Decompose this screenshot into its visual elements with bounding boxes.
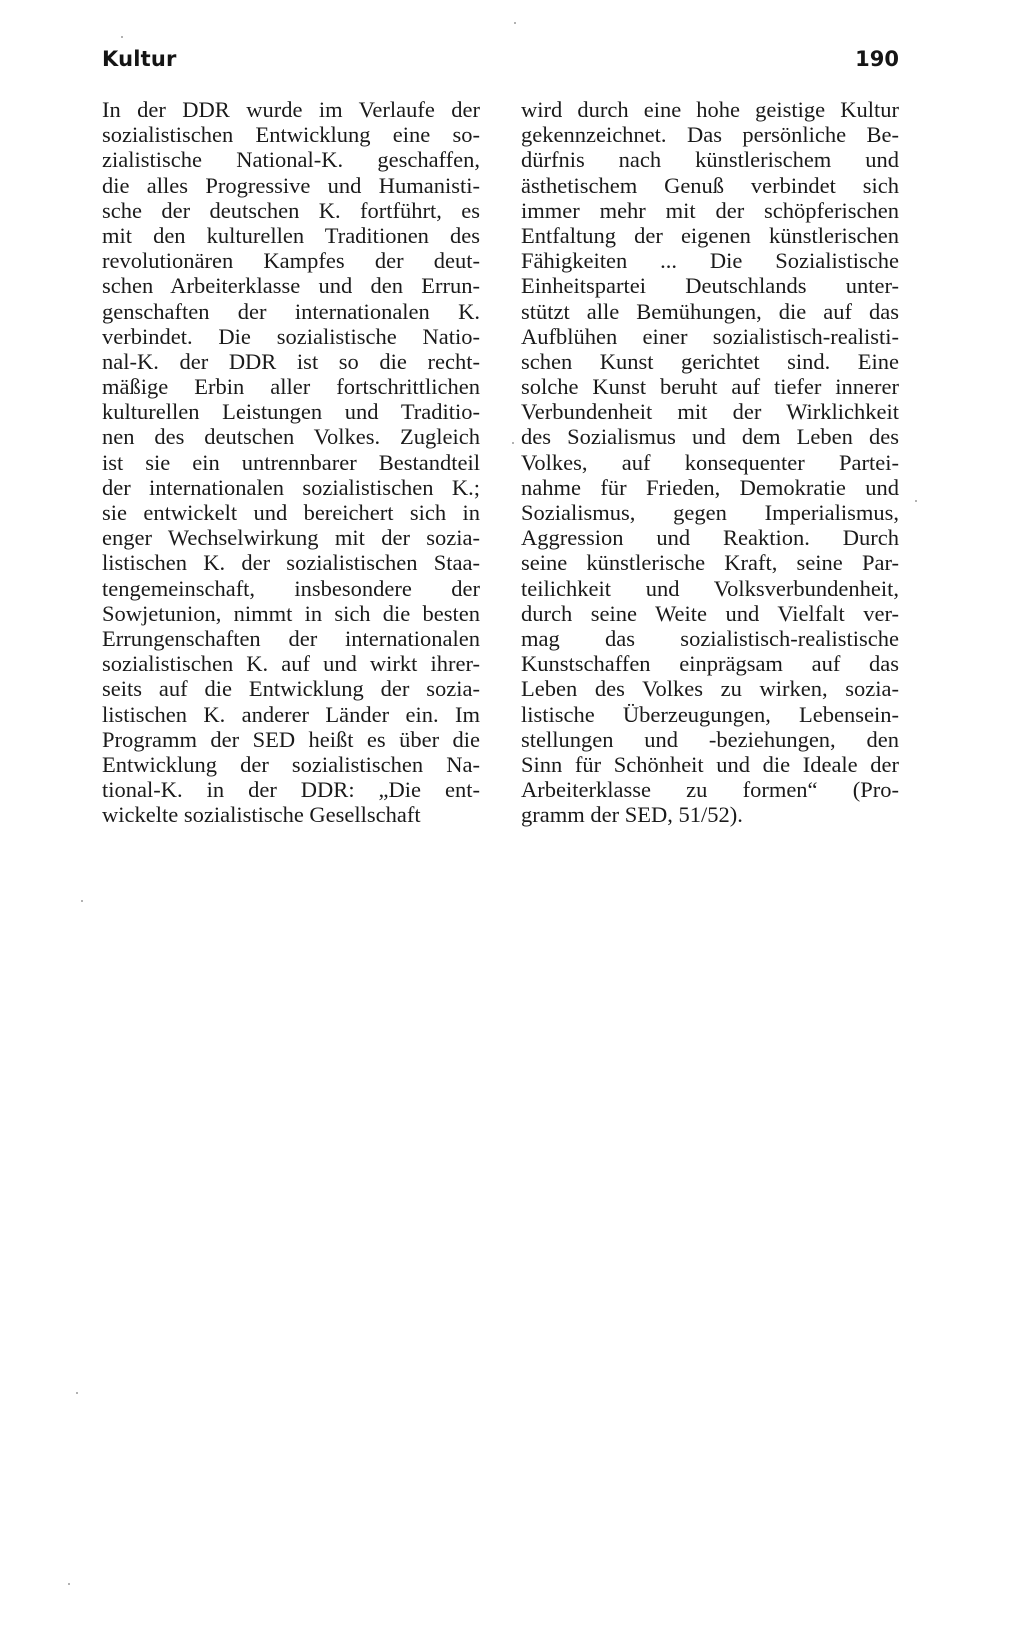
- left-column-text-line: Entwicklung der sozialistischen Na-: [102, 751, 480, 777]
- right-column-text-line: stützt alle Bemühungen, die auf das: [521, 298, 899, 324]
- print-speck: [514, 22, 516, 24]
- left-column-text-line: der internationalen sozialistischen K.;: [102, 474, 480, 500]
- right-column-text-line: Arbeiterklasse zu formen“ (Pro-: [521, 777, 899, 803]
- print-speck: [76, 1392, 78, 1394]
- right-column-text-line: Verbundenheit mit der Wirklichkeit: [521, 399, 899, 425]
- right-column-text-line: Sinn für Schönheit und die Ideale der: [521, 751, 899, 777]
- left-column-text-line: Errungenschaften der internationalen: [102, 625, 480, 651]
- print-speck: [68, 1583, 70, 1585]
- left-column-text-line: seits auf die Entwicklung der sozia-: [102, 676, 480, 702]
- left-column-text-line: sozialistischen K. auf und wirkt ihrer-: [102, 651, 480, 677]
- right-column-text-line: Leben des Volkes zu wirken, sozia-: [521, 676, 899, 702]
- right-column-text-line: wird durch eine hohe geistige Kultur: [521, 97, 899, 122]
- right-column-text-line: seine künstlerische Kraft, seine Par-: [521, 550, 899, 576]
- right-column-text-line: Entfaltung der eigenen künstlerischen: [521, 222, 899, 248]
- left-column-text-line: verbindet. Die sozialistische Natio-: [102, 323, 480, 349]
- page-number: 190: [855, 47, 899, 71]
- left-column-text-line: wickelte sozialistische Gesellschaft: [102, 802, 421, 828]
- left-column-text-line: tional-K. in der DDR: „Die ent-: [102, 777, 480, 803]
- left-column-text-line: sche der deutschen K. fortführt, es: [102, 197, 480, 223]
- left-column-text-line: sozialistischen Entwicklung eine so-: [102, 122, 480, 148]
- left-column-text-line: In der DDR wurde im Verlaufe der: [102, 97, 480, 122]
- left-column-text-line: schen Arbeiterklasse und den Errun-: [102, 273, 480, 299]
- left-column-text-line: nen des deutschen Volkes. Zugleich: [102, 424, 480, 450]
- right-column-text-line: solche Kunst beruht auf tiefer innerer: [521, 374, 899, 400]
- right-column-text-line: Aggression und Reaktion. Durch: [521, 525, 899, 551]
- right-column-text-line: Einheitspartei Deutschlands unter-: [521, 273, 899, 299]
- right-column-text-line: immer mehr mit der schöpferischen: [521, 197, 899, 223]
- left-column-text-line: nal-K. der DDR ist so die recht-: [102, 348, 480, 374]
- left-column-text-line: listischen K. der sozialistischen Staa-: [102, 550, 480, 576]
- right-column-text-line: dürfnis nach künstlerischem und: [521, 147, 899, 173]
- left-column-text-line: Programm der SED heißt es über die: [102, 726, 480, 752]
- left-column-text-line: Sowjetunion, nimmt in sich die besten: [102, 600, 480, 626]
- right-column-text-line: listische Überzeugungen, Lebensein-: [521, 701, 899, 727]
- right-column-text-line: durch seine Weite und Vielfalt ver-: [521, 600, 899, 626]
- right-column-text-line: Fähigkeiten ... Die Sozialistische: [521, 248, 899, 274]
- print-speck: [121, 36, 123, 38]
- right-column-text-line: gekennzeichnet. Das persönliche Be-: [521, 122, 899, 148]
- left-column-text-line: zialistische National-K. geschaffen,: [102, 147, 480, 173]
- left-column-text-line: enger Wechselwirkung mit der sozia-: [102, 525, 480, 551]
- left-column-text-line: listischen K. anderer Länder ein. Im: [102, 701, 480, 727]
- right-column-text-line: teilichkeit und Volksverbundenheit,: [521, 575, 899, 601]
- left-column-text-line: sie entwickelt und bereichert sich in: [102, 500, 480, 525]
- right-column-text-line: Aufblühen einer sozialistisch-realisti-: [521, 323, 899, 349]
- print-speck: [915, 500, 917, 502]
- left-column-text-line: kulturellen Leistungen und Traditio-: [102, 399, 480, 425]
- left-column-text-line: mäßige Erbin aller fortschrittlichen: [102, 374, 480, 400]
- right-column-text-line: Kunstschaffen einprägsam auf das: [521, 651, 899, 677]
- right-column-text-line: gramm der SED, 51/52).: [521, 802, 743, 828]
- left-column-text-line: die alles Progressive und Humanisti-: [102, 172, 480, 198]
- left-column-text-line: mit den kulturellen Traditionen des: [102, 222, 480, 248]
- left-column-text-line: ist sie ein untrennbarer Bestandteil: [102, 449, 480, 475]
- print-speck: [81, 900, 83, 902]
- right-column-text-line: des Sozialismus und dem Leben des: [521, 424, 899, 450]
- left-column-text-line: genschaften der internationalen K.: [102, 298, 480, 324]
- left-column-text-line: tengemeinschaft, insbesondere der: [102, 575, 480, 601]
- right-column-text-line: stellungen und -beziehungen, den: [521, 726, 899, 752]
- right-column-text-line: Sozialismus, gegen Imperialismus,: [521, 500, 899, 525]
- right-column-text-line: schen Kunst gerichtet sind. Eine: [521, 348, 899, 374]
- print-speck: [512, 442, 514, 444]
- section-title: Kultur: [102, 47, 177, 71]
- left-text-column: [102, 97, 480, 827]
- left-column-text-line: revolutionären Kampfes der deut-: [102, 248, 480, 274]
- right-column-text-line: ästhetischem Genuß verbindet sich: [521, 172, 899, 198]
- right-column-text-line: Volkes, auf konsequenter Partei-: [521, 449, 899, 475]
- right-column-text-line: mag das sozialistisch-realistische: [521, 625, 899, 651]
- right-column-text-line: nahme für Frieden, Demokratie und: [521, 474, 899, 500]
- right-text-column: [521, 97, 899, 827]
- running-head: [102, 47, 899, 77]
